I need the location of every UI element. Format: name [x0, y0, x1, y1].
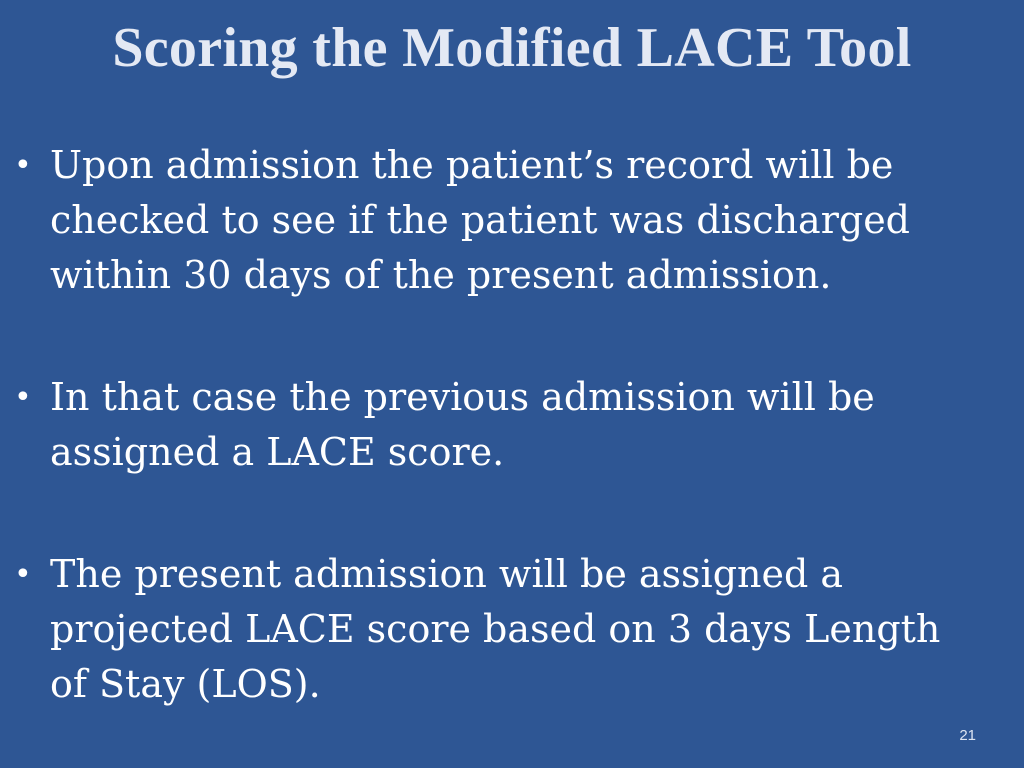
slide-title: Scoring the Modified LACE Tool [112, 17, 912, 79]
bullet-text: In that case the previous admission will be assigned a LACE score. [50, 375, 875, 474]
bullet-item [14, 547, 989, 712]
bullet-item [14, 138, 989, 303]
slide-page-number: 21 [959, 727, 976, 744]
bullet-text: Upon admission the patient’s record will be checked to see if the patient was discharged within 30 days of the present admission. [50, 143, 911, 297]
bullet-point-icon: • [14, 148, 32, 183]
bullet-point-icon: • [14, 380, 32, 415]
bullet-list [14, 138, 989, 712]
bullet-point-icon: • [14, 557, 32, 592]
bullet-text: The present admission will be assigned a projected LACE score based on 3 days Length of Stay (LOS). [50, 552, 941, 706]
bullet-item [14, 370, 989, 480]
